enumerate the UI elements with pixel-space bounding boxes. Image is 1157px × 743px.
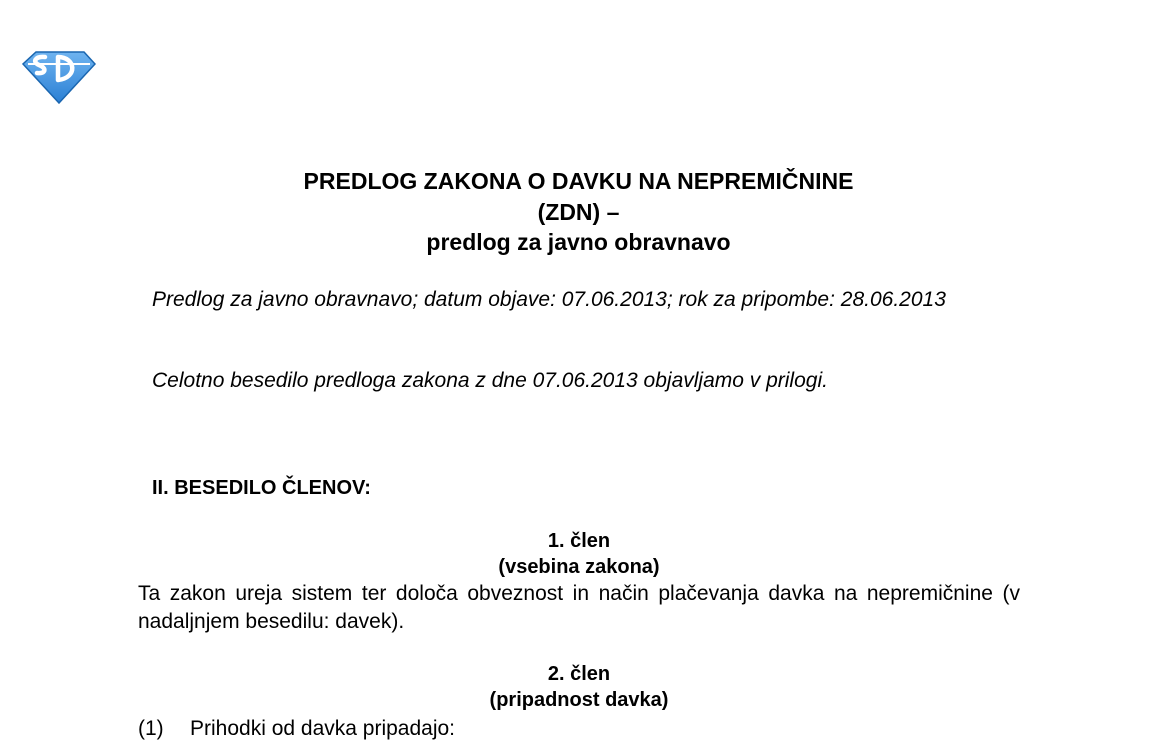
article-subtitle: (pripadnost davka) — [489, 689, 669, 711]
document-title — [0, 166, 1157, 258]
publication-info: Predlog za javno obravnavo; datum objave: 07.06.2013; rok za pripombe: 28.06.2013 — [152, 288, 946, 311]
article-number: 2. člen — [547, 663, 611, 685]
attachment-note: Celotno besedilo predloga zakona z dne 07.06.2013 objavljamo v prilogi. — [152, 369, 828, 392]
item-number: (1) — [138, 717, 164, 740]
title-line-2: (ZDN) – — [537, 198, 620, 225]
article-1-body: Ta zakon ureja sistem ter določa obveznost in način plačevanja davka na nepremičnine (v nadaljnjem besedilu: davek). — [138, 582, 1020, 633]
section-heading: II. BESEDILO ČLENOV: — [152, 477, 371, 499]
title-line-3: predlog za javno obravnavo — [426, 229, 731, 255]
title-line-1: PREDLOG ZAKONA O DAVKU NA NEPREMIČNINE — [303, 168, 854, 194]
sd-shield-logo-icon — [22, 50, 96, 104]
article-2-item — [138, 715, 455, 743]
logo — [22, 50, 96, 104]
article-2-heading — [138, 661, 1020, 713]
article-subtitle: (vsebina zakona) — [498, 556, 660, 578]
item-text: Prihodki od davka pripadajo: — [190, 717, 456, 740]
article-1-heading — [138, 528, 1020, 580]
article-number: 1. člen — [547, 530, 611, 552]
